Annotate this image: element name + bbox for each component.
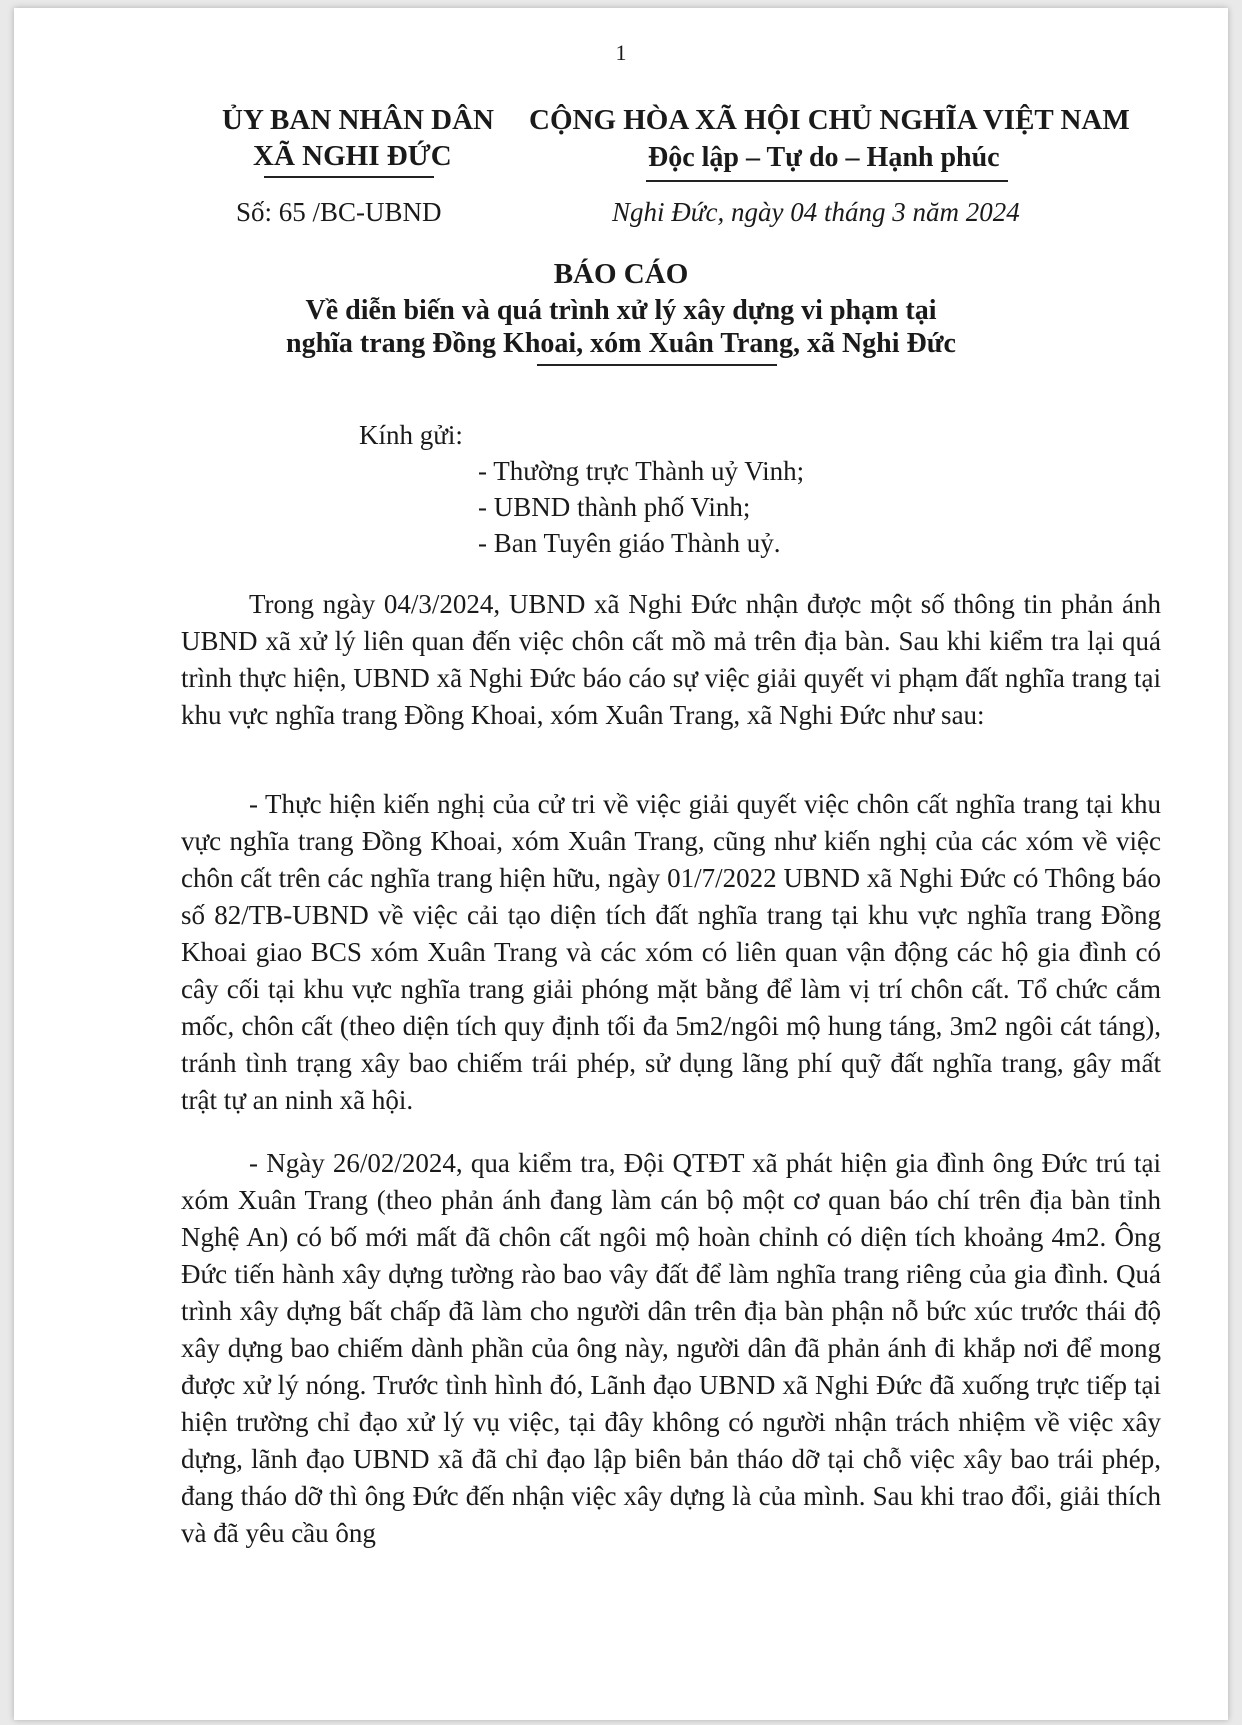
agency-name: ỦY BAN NHÂN DÂN bbox=[222, 104, 495, 136]
report-subtitle-line1: Về diễn biến và quá trình xử lý xây dựng vi phạm tại bbox=[305, 295, 937, 326]
nation-motto: Độc lập – Tự do – Hạnh phúc bbox=[648, 142, 1000, 173]
page-number: 1 bbox=[615, 40, 627, 65]
body-paragraph: - Thực hiện kiến nghị của cử tri về việc giải quyết việc chôn cất nghĩa trang tại khu vực nghĩa trang Đồng Khoai, xóm Xuân Trang, cũng như kiến nghị của các xóm về việc chôn cất trên các nghĩa trang hiện hữu, ngày 01/7/2022 UBND xã Nghi Đức có Thông báo số 82/TB-UBND về việc cải tạo diện tích đất nghĩa trang tại khu vực nghĩa trang Đồng Khoai giao BCS xóm Xuân Trang và các xóm có liên quan vận động các hộ gia đình có cây cối tại khu vực nghĩa trang giải phóng mặt bằng để làm vị trí chôn cất. Tổ chức cắm mốc, chôn cất (theo diện tích quy định tối đa 5m2/ngôi mộ hung táng, 3m2 ngôi cát táng), tránh tình trạng xây bao chiếm trái phép, sử dụng lãng phí quỹ đất nghĩa trang, gây mất trật tự an ninh xã hội. bbox=[181, 789, 1161, 1115]
body-paragraph: - Ngày 26/02/2024, qua kiểm tra, Đội QTĐT xã phát hiện gia đình ông Đức trú tại xóm Xuân Trang (theo phản ánh đang làm cán bộ một cơ quan báo chí trên địa bàn tỉnh Nghệ An) có bố mới mất đã chôn cất ngôi mộ hoàn chỉnh có diện tích khoảng 4m2. Ông Đức tiến hành xây dựng tường rào bao vây đất để làm nghĩa trang riêng của gia đình. Quá trình xây dựng bất chấp đã làm cho người dân trên địa bàn phận nỗ bức xúc trước thái độ xây dựng bao chiếm dành phần của ông này, người dân đã phản ánh đi khắp nơi để mong được xử lý nóng. Trước tình hình đó, Lãnh đạo UBND xã Nghi Đức đã xuống trực tiếp tại hiện trường chỉ đạo xử lý vụ việc, tại đây không có người nhận trách nhiệm về việc xây dựng, lãnh đạo UBND xã đã chỉ đạo lập biên bản tháo dỡ tại chỗ việc xây bao trái phép, đang tháo dỡ thì ông Đức đến nhận việc xây dựng là của mình. Sau khi trao đổi, giải thích và đã yêu cầu ông bbox=[181, 1148, 1161, 1548]
nation-title: CỘNG HÒA XÃ HỘI CHỦ NGHĨA VIỆT NAM bbox=[529, 104, 1130, 136]
recipient-item: - Ban Tuyên giáo Thành uỷ. bbox=[478, 528, 781, 558]
document-page bbox=[14, 8, 1228, 1720]
place-date: Nghi Đức, ngày 04 tháng 3 năm 2024 bbox=[612, 197, 1020, 227]
report-subtitle-line2: nghĩa trang Đồng Khoai, xóm Xuân Trang, xã Nghi Đức bbox=[286, 328, 956, 359]
report-title: BÁO CÁO bbox=[553, 258, 689, 290]
recipient-item: - UBND thành phố Vinh; bbox=[478, 492, 751, 522]
body-paragraph: Trong ngày 04/3/2024, UBND xã Nghi Đức nhận được một số thông tin phản ánh UBND xã xử lý liên quan đến việc chôn cất mồ mả trên địa bàn. Sau khi kiểm tra lại quá trình thực hiện, UBND xã Nghi Đức báo cáo sự việc giải quyết vi phạm đất nghĩa trang tại khu vực nghĩa trang Đồng Khoai, xóm Xuân Trang, xã Nghi Đức như sau: bbox=[181, 589, 1161, 730]
recipients-label: Kính gửi: bbox=[359, 420, 463, 450]
motto-underline bbox=[646, 180, 1008, 182]
subtitle-underline bbox=[537, 364, 777, 366]
document-number: Số: 65 /BC-UBND bbox=[236, 197, 442, 227]
agency-commune: XÃ NGHI ĐỨC bbox=[253, 140, 452, 172]
agency-underline bbox=[264, 176, 434, 178]
recipient-item: - Thường trực Thành uỷ Vinh; bbox=[478, 456, 805, 486]
